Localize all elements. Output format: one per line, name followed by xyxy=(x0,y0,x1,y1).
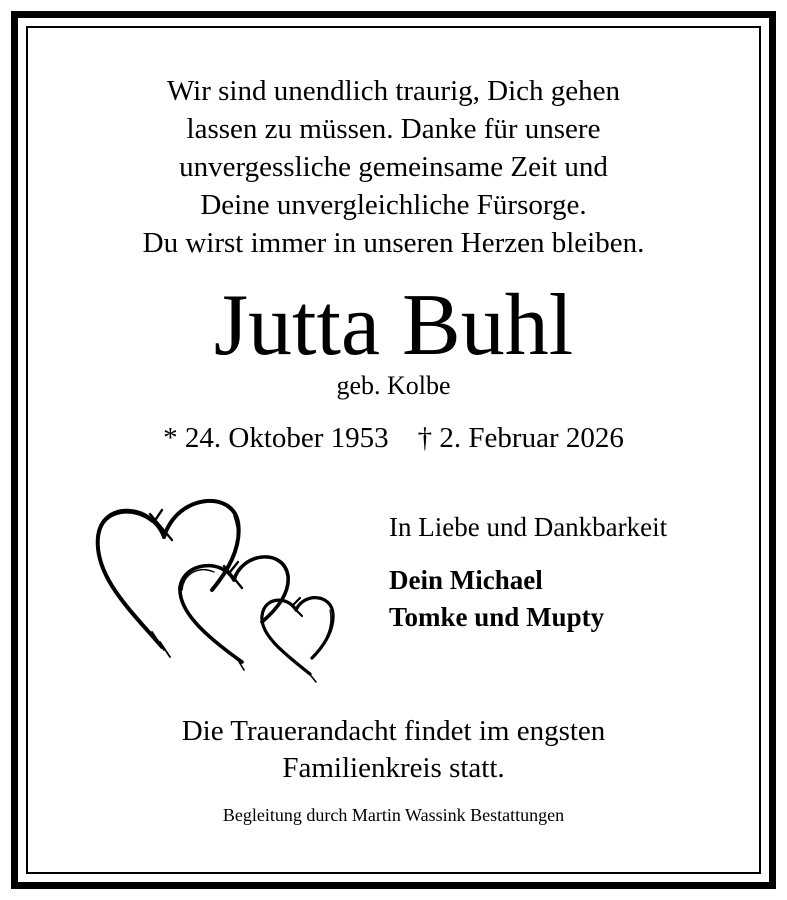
service-line: Familienkreis statt. xyxy=(282,752,505,784)
service-line: Die Trauerandacht findet im engsten xyxy=(181,715,606,747)
service-notice xyxy=(0,713,787,787)
intro-line: unvergessliche gemeinsame Zeit und xyxy=(179,151,608,183)
intro-line: Du wirst immer in unseren Herzen bleiben. xyxy=(142,227,645,259)
undertaker-credit: Begleitung durch Martin Wassink Bestattungen xyxy=(222,805,565,825)
maiden-name: geb. Kolbe xyxy=(336,371,451,400)
signer-name: Tomke und Mupty xyxy=(389,602,605,632)
intro-line: Deine unvergleichliche Fürsorge. xyxy=(200,189,587,221)
deceased-name: Jutta Buhl xyxy=(213,277,574,374)
intro-text xyxy=(0,72,787,262)
closing-phrase: In Liebe und Dankbarkeit xyxy=(389,512,668,542)
signer-name: Dein Michael xyxy=(389,565,543,595)
death-date: † 2. Februar 2026 xyxy=(417,422,624,454)
intro-line: Wir sind unendlich traurig, Dich gehen xyxy=(166,75,621,107)
life-dates xyxy=(0,420,787,456)
three-hearts-icon xyxy=(92,492,342,687)
intro-line: lassen zu müssen. Danke für unsere xyxy=(186,113,601,145)
birth-date: * 24. Oktober 1953 xyxy=(163,422,389,454)
